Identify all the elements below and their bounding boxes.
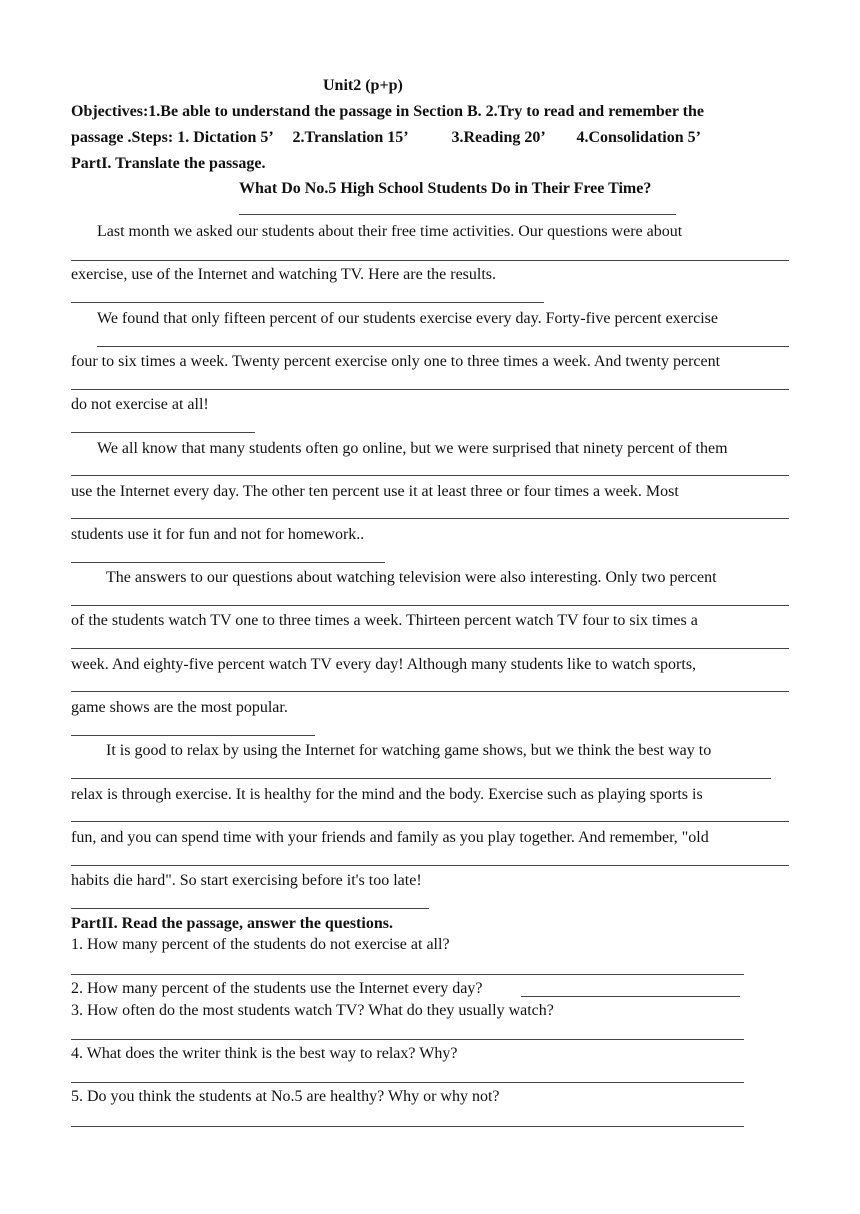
passage-line: fun, and you can spend time with your friends and family as you play together. And remember, "old — [71, 829, 709, 846]
question: 2. How many percent of the students use the Internet every day? — [71, 980, 483, 997]
answer-line[interactable] — [71, 648, 789, 649]
passage-line: use the Internet every day. The other ten percent use it at least three or four times a week. Most — [71, 483, 679, 500]
objectives-line-2: passage .Steps: 1. Dictation 5’ 2.Translation 15’ 3.Reading 20’ 4.Consolidation 5’ — [71, 129, 701, 146]
passage-line: Last month we asked our students about their free time activities. Our questions were about — [97, 223, 683, 240]
passage-line: We found that only fifteen percent of our students exercise every day. Forty-five percent exercise — [97, 310, 718, 327]
passage-line: game shows are the most popular. — [71, 699, 288, 716]
answer-line[interactable] — [71, 865, 789, 866]
part1-title: PartI. Translate the passage. — [71, 155, 266, 172]
answer-line[interactable] — [71, 735, 315, 736]
passage-title: What Do No.5 High School Students Do in Their Free Time? — [239, 180, 652, 197]
passage-line: exercise, use of the Internet and watching TV. Here are the results. — [71, 266, 497, 283]
answer-line[interactable] — [71, 605, 789, 606]
answer-line[interactable] — [71, 475, 789, 476]
answer-line[interactable] — [71, 260, 789, 261]
answer-line[interactable] — [71, 908, 429, 909]
objectives-line-1: Objectives:1.Be able to understand the passage in Section B. 2.Try to read and remember the — [71, 103, 705, 120]
answer-line[interactable] — [71, 1082, 744, 1083]
answer-line[interactable] — [71, 974, 744, 975]
passage-line: We all know that many students often go online, but we were surprised that ninety percent of them — [97, 440, 728, 457]
answer-line[interactable] — [71, 778, 771, 779]
passage-line: The answers to our questions about watching television were also interesting. Only two percent — [106, 569, 717, 586]
answer-line[interactable] — [71, 432, 255, 433]
answer-line[interactable] — [71, 562, 385, 563]
unit-title: Unit2 (p+p) — [323, 77, 403, 94]
answer-line[interactable] — [97, 346, 789, 347]
passage-line: relax is through exercise. It is healthy for the mind and the body. Exercise such as playing sports is — [71, 786, 703, 803]
question: 3. How often do the most students watch TV? What do they usually watch? — [71, 1002, 554, 1019]
passage-line: week. And eighty-five percent watch TV every day! Although many students like to watch sports, — [71, 656, 697, 673]
answer-line[interactable] — [71, 1126, 744, 1127]
answer-line[interactable] — [71, 302, 544, 303]
part2-title: PartII. Read the passage, answer the questions. — [71, 915, 393, 932]
answer-line[interactable] — [71, 691, 789, 692]
answer-line[interactable] — [71, 821, 789, 822]
passage-line: It is good to relax by using the Internet for watching game shows, but we think the best way to — [106, 742, 712, 759]
passage-line: students use it for fun and not for homework.. — [71, 526, 365, 543]
question: 5. Do you think the students at No.5 are healthy? Why or why not? — [71, 1088, 500, 1105]
answer-line[interactable] — [71, 1039, 744, 1040]
question: 4. What does the writer think is the best way to relax? Why? — [71, 1045, 458, 1062]
passage-line: habits die hard". So start exercising before it's too late! — [71, 872, 422, 889]
answer-line[interactable] — [521, 996, 740, 997]
question: 1. How many percent of the students do not exercise at all? — [71, 936, 450, 953]
passage-line: do not exercise at all! — [71, 396, 209, 413]
passage-line: four to six times a week. Twenty percent exercise only one to three times a week. And twenty percent — [71, 353, 721, 370]
answer-line[interactable] — [71, 518, 789, 519]
passage-line: of the students watch TV one to three times a week. Thirteen percent watch TV four to six times a — [71, 612, 698, 629]
answer-line[interactable] — [71, 389, 789, 390]
answer-line[interactable] — [239, 214, 676, 215]
